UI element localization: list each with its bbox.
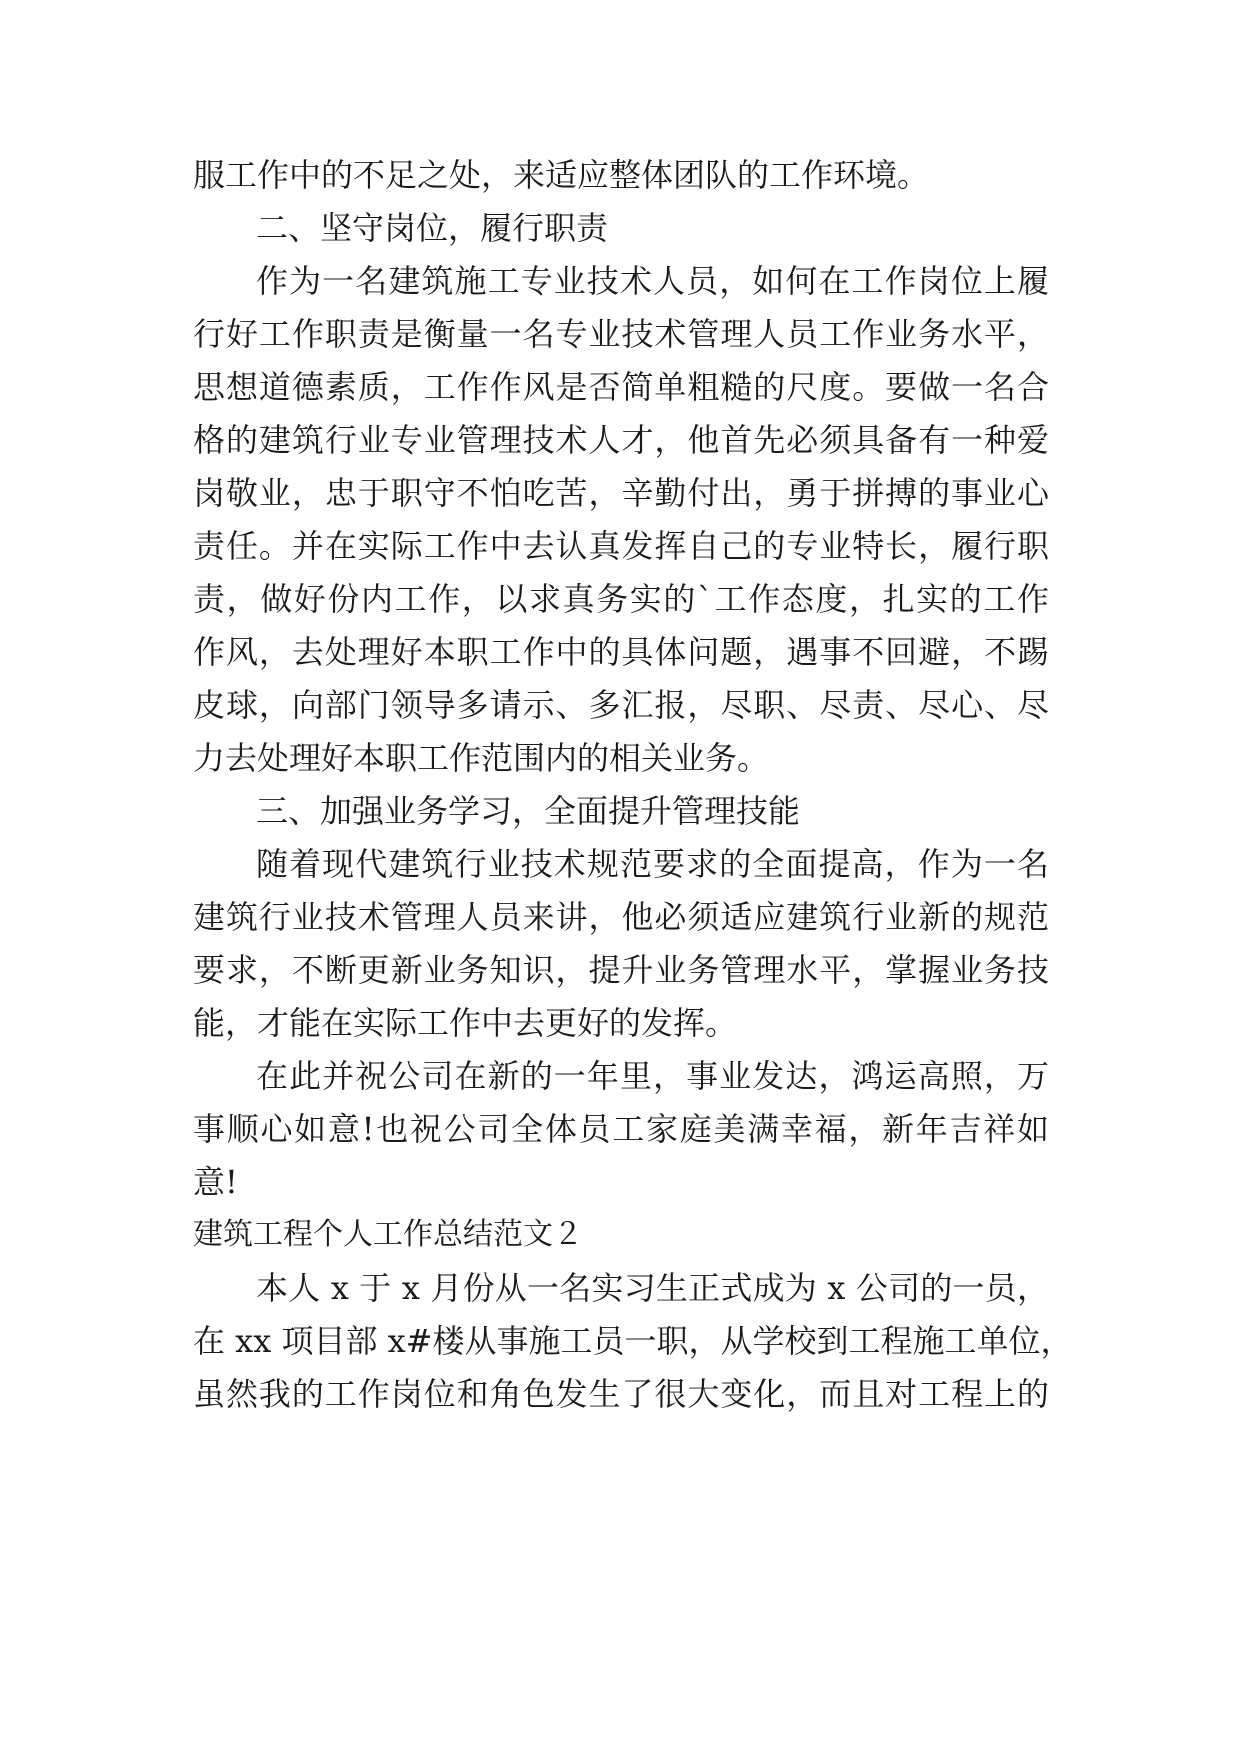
paragraph-line: 皮球，向部门领导多请示、多汇报，尽职、尽责、尽心、尽 (193, 686, 1049, 724)
paragraph-line: 作风，去处理好本职工作中的具体问题，遇事不回避，不踢 (193, 633, 1049, 671)
paragraph-line: 要求，不断更新业务知识，提升业务管理水平，掌握业务技 (193, 951, 1049, 989)
paragraph-line: 随着现代建筑行业技术规范要求的全面提高，作为一名 (256, 845, 1049, 883)
paragraph-line: 在此并祝公司在新的一年里，事业发达，鸿运高照，万 (256, 1057, 1049, 1095)
paragraph-line: 在 xx 项目部 x#楼从事施工员一职，从学校到工程施工单位， (193, 1322, 1073, 1360)
section-heading: 二、坚守岗位，履行职责 (256, 209, 609, 247)
paragraph-line: 行好工作职责是衡量一名专业技术管理人员工作业务水平， (193, 315, 1049, 353)
paragraph-line: 格的建筑行业专业管理技术人才，他首先必须具备有一种爱 (193, 421, 1049, 459)
paragraph-line: 事顺心如意!也祝公司全体员工家庭美满幸福，新年吉祥如 (193, 1110, 1049, 1148)
paragraph-line: 责，做好份内工作，以求真务实的`工作态度，扎实的工作 (193, 580, 1049, 618)
paragraph-line: 作为一名建筑施工专业技术人员，如何在工作岗位上履 (256, 262, 1049, 300)
paragraph-line: 虽然我的工作岗位和角色发生了很大变化，而且对工程上的 (193, 1375, 1049, 1413)
paragraph-line: 建筑行业技术管理人员来讲，他必须适应建筑行业新的规范 (193, 898, 1049, 936)
paragraph-line: 思想道德素质，工作作风是否简单粗糙的尺度。要做一名合 (193, 368, 1049, 406)
paragraph-line: 服工作中的不足之处，来适应整体团队的工作环境。 (193, 156, 930, 194)
paragraph-line: 岗敬业，忠于职守不怕吃苦，辛勤付出，勇于拼搏的事业心 (193, 474, 1049, 512)
paragraph-line: 能，才能在实际工作中去更好的发挥。 (193, 1004, 738, 1042)
paragraph-line: 力去处理好本职工作范围内的相关业务。 (193, 739, 770, 777)
paragraph-line: 本人 x 于 x 月份从一名实习生正式成为 x 公司的一员， (256, 1269, 1049, 1307)
paragraph-line: 责任。并在实际工作中去认真发挥自己的专业特长，履行职 (193, 527, 1049, 565)
section-heading: 三、加强业务学习，全面提升管理技能 (256, 792, 801, 830)
article-title: 建筑工程个人工作总结范文２ (193, 1217, 583, 1252)
paragraph-line: 意! (193, 1163, 238, 1201)
